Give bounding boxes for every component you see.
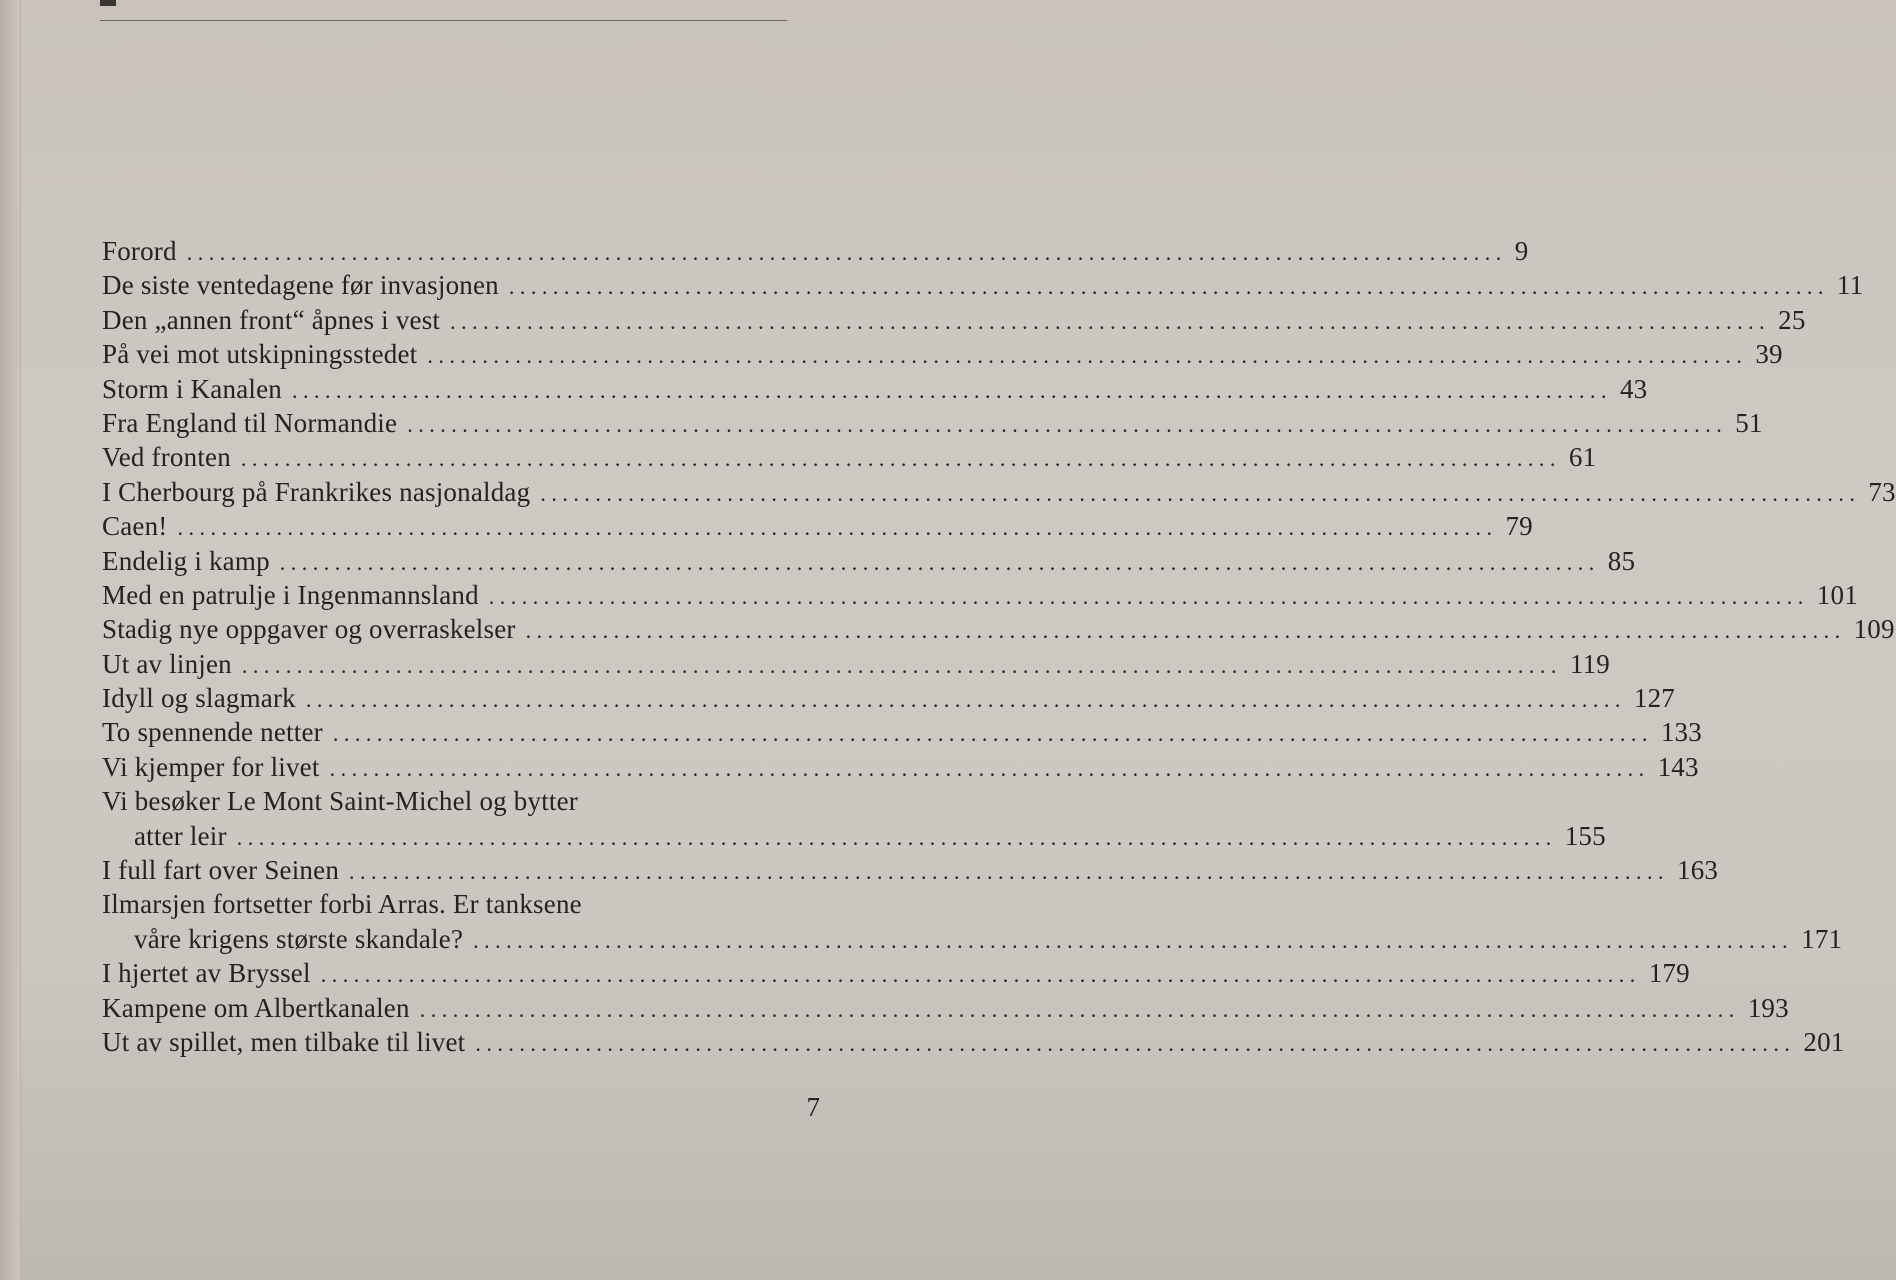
toc-title-continued: våre krigens største skandale? <box>134 923 464 954</box>
toc-title: Endelig i kamp <box>102 545 270 576</box>
toc-entry <box>102 372 1648 406</box>
toc-leader: ........................................................................................................................ <box>540 480 1861 506</box>
toc-entry <box>102 303 1806 337</box>
toc-entry <box>102 268 1864 302</box>
toc-title-continued: atter leir <box>134 820 227 851</box>
toc-entry <box>102 1025 1845 1059</box>
page-number: 7 <box>806 1092 820 1122</box>
toc-page: 39 <box>1755 339 1783 370</box>
toc-page: 155 <box>1564 820 1606 851</box>
toc-page: 11 <box>1836 270 1864 301</box>
toc-entry <box>102 887 1843 956</box>
toc-page: 201 <box>1803 1027 1845 1058</box>
toc-entry <box>102 578 1858 612</box>
toc-entry <box>102 715 1702 749</box>
toc-title: Med en patrulje i Ingenmannsland <box>102 579 479 610</box>
toc-entry <box>102 956 1690 990</box>
toc-page: 25 <box>1778 304 1806 335</box>
toc-leader: ........................................................................................................................ <box>407 411 1728 437</box>
toc-page: 51 <box>1735 407 1763 438</box>
toc-leader: ........................................................................................................................ <box>236 824 1557 850</box>
toc-title: Vi kjemper for livet <box>102 751 320 782</box>
toc-entry <box>102 509 1533 543</box>
toc-title: Stadig nye oppgaver og overraskelser <box>102 614 516 645</box>
toc-entry <box>102 406 1763 440</box>
toc-leader: ........................................................................................................................ <box>291 377 1612 403</box>
toc-page: 163 <box>1677 855 1719 886</box>
toc-entry <box>102 440 1597 474</box>
toc-page: 43 <box>1619 373 1648 404</box>
toc-entry <box>102 234 1529 268</box>
toc-page: 9 <box>1514 236 1529 266</box>
toc-title: De siste ventedagene før invasjonen <box>102 270 499 301</box>
toc-entry <box>102 750 1699 784</box>
toc-title: Forord <box>102 236 177 266</box>
toc-page: 127 <box>1633 683 1675 714</box>
toc-entry <box>102 991 1789 1025</box>
toc-title: I hjertet av Bryssel <box>102 958 311 989</box>
toc-leader: ........................................................................................................................ <box>332 721 1653 747</box>
toc-page: 73 <box>1868 476 1896 507</box>
toc-entry <box>102 681 1675 715</box>
toc-leader: ........................................................................................................................ <box>508 274 1829 300</box>
toc-leader: ........................................................................................................................ <box>329 755 1650 781</box>
toc-leader: ........................................................................................................................ <box>305 687 1626 713</box>
toc-title: Den „annen front“ åpnes i vest <box>102 304 441 335</box>
toc-page: 85 <box>1607 545 1636 576</box>
toc-entry <box>102 544 1636 578</box>
toc-page: 109 <box>1853 614 1895 645</box>
toc-leader: ........................................................................................................................ <box>240 446 1561 472</box>
top-rule <box>100 20 787 21</box>
toc-page: 143 <box>1657 751 1699 782</box>
toc-leader: ........................................................................................................................ <box>427 343 1748 369</box>
toc-title: Caen! <box>102 511 168 542</box>
toc-title: På vei mot utskipningsstedet <box>102 339 418 370</box>
toc-page: 101 <box>1816 579 1858 610</box>
toc-title: Ut av spillet, men tilbake til livet <box>102 1027 466 1058</box>
toc-leader: ........................................................................................................................ <box>241 652 1562 678</box>
toc-title: Storm i Kanalen <box>102 373 282 404</box>
toc-leader: ........................................................................................................................ <box>279 549 1600 575</box>
page-edge <box>0 0 21 1280</box>
toc-leader: ........................................................................................................................ <box>473 927 1794 953</box>
toc-page: 61 <box>1568 442 1597 473</box>
toc-leader: ........................................................................................................................ <box>177 515 1498 541</box>
toc-entry <box>102 853 1719 887</box>
toc-leader: ........................................................................................................................ <box>525 618 1846 644</box>
toc-entry <box>102 337 1783 371</box>
toc-leader: ........................................................................................................................ <box>349 859 1670 885</box>
toc-page: 119 <box>1569 648 1610 679</box>
toc-title: Kampene om Albertkanalen <box>102 992 410 1023</box>
toc-entry <box>102 612 1895 646</box>
toc-title: To spennende netter <box>102 717 323 748</box>
toc-entry <box>102 647 1610 681</box>
toc-page: 133 <box>1660 717 1702 748</box>
toc-title: Ved fronten <box>102 442 231 473</box>
toc-page: 79 <box>1505 511 1533 542</box>
toc-title: Vi besøker Le Mont Saint-Michel og bytter <box>102 786 578 817</box>
toc-leader: ........................................................................................................................ <box>450 308 1771 334</box>
toc-title: Ilmarsjen fortsetter forbi Arras. Er tanksene <box>102 889 582 920</box>
toc-page: 193 <box>1747 992 1789 1023</box>
toc-title: I full fart over Seinen <box>102 855 340 886</box>
toc-leader: ........................................................................................................................ <box>475 1031 1796 1057</box>
toc-title: I Cherbourg på Frankrikes nasjonaldag <box>102 476 531 507</box>
toc-title: Fra England til Normandie <box>102 407 398 438</box>
toc-leader: ........................................................................................................................ <box>186 240 1507 265</box>
toc-title: Idyll og slagmark <box>102 683 296 714</box>
toc-leader: ........................................................................................................................ <box>320 962 1641 988</box>
table-of-contents <box>102 234 1896 1059</box>
toc-leader: ........................................................................................................................ <box>419 996 1740 1022</box>
toc-page: 171 <box>1801 923 1843 954</box>
toc-title: Ut av linjen <box>102 648 232 679</box>
toc-page: 179 <box>1648 958 1690 989</box>
toc-entry <box>102 475 1896 509</box>
toc-leader: ........................................................................................................................ <box>488 583 1809 609</box>
top-print-mark <box>100 0 116 6</box>
toc-entry <box>102 784 1606 853</box>
